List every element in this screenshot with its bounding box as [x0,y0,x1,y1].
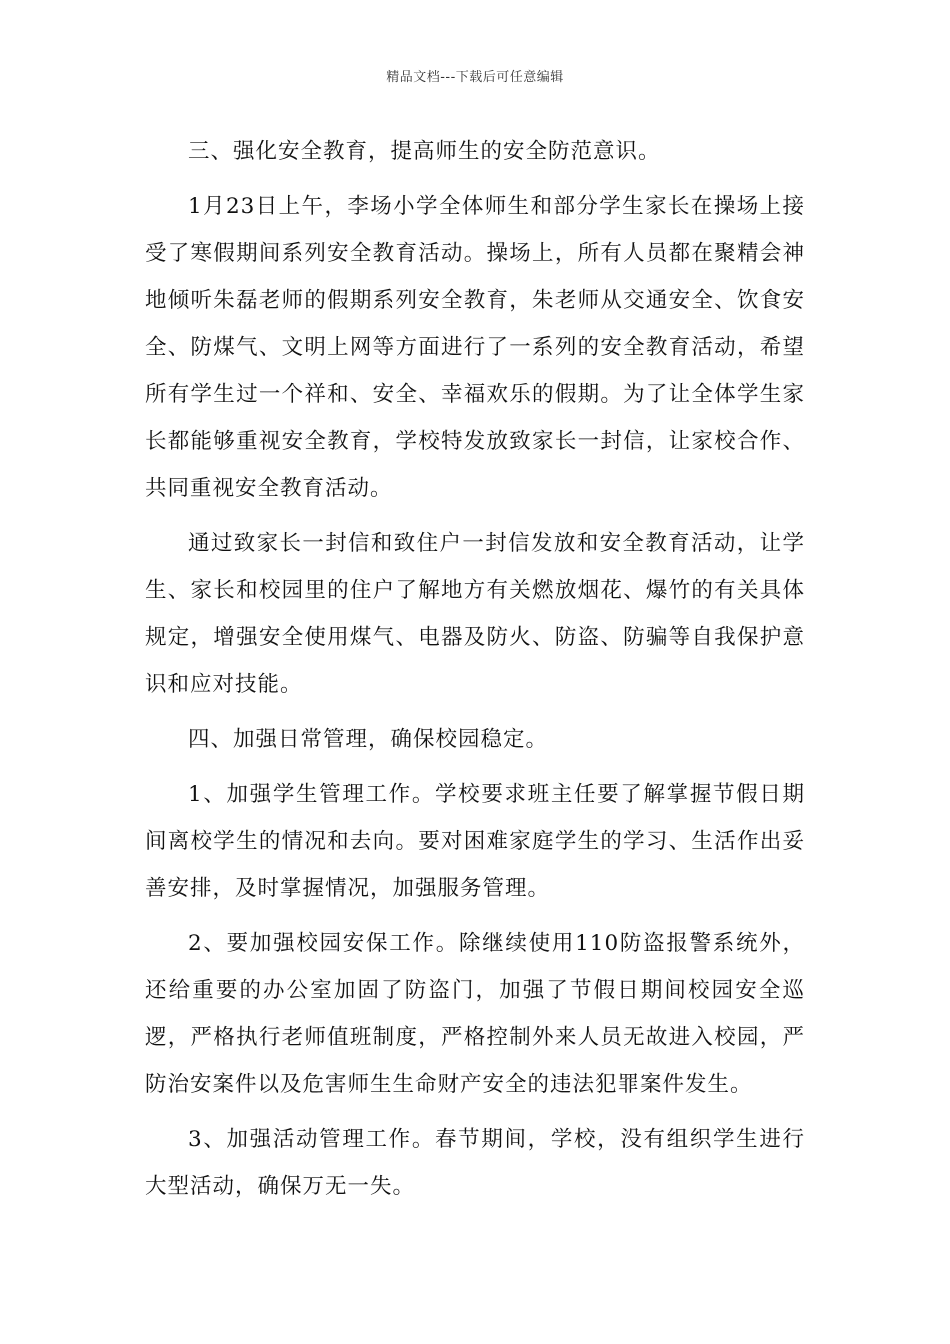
document-body [145,128,805,1210]
paragraph-safety-activity: 1月23日上午，李场小学全体师生和部分学生家长在操场上接受了寒假期间系列安全教育活动。操场上，所有人员都在聚精会神地倾听朱磊老师的假期系列安全教育，朱老师从交通安全、饮食安全、防煤气、文明上网等方面进行了一系列的安全教育活动，希望所有学生过一个祥和、安全、幸福欢乐的假期。为了让全体学生家长都能够重视安全教育，学校特发放致家长一封信，让家校合作、共同重视安全教育活动。 [145,194,805,501]
paragraph-activity-management: 3、加强活动管理工作。春节期间，学校，没有组织学生进行大型活动，确保万无一失。 [145,1127,805,1199]
section-heading-3: 三、强化安全教育，提高师生的安全防范意识。 [188,139,661,164]
section-heading-4: 四、加强日常管理，确保校园稳定。 [188,727,549,752]
paragraph-student-management: 1、加强学生管理工作。学校要求班主任要了解掌握节假日期间离校学生的情况和去向。要对困难家庭学生的学习、生活作出妥善安排，及时掌握情况，加强服务管理。 [145,782,805,901]
paragraph-campus-security: 2、要加强校园安保工作。除继续使用110防盗报警系统外，还给重要的办公室加固了防盗门，加强了节假日期间校园安全巡逻，严格执行老师值班制度，严格控制外来人员无故进入校园，严防治安案件以及危害师生生命财产安全的违法犯罪案件发生。 [145,931,805,1097]
page-header: 精品文档---下载后可任意编辑 [386,70,564,85]
paragraph-parent-letter: 通过致家长一封信和致住户一封信发放和安全教育活动，让学生、家长和校园里的住户了解地方有关燃放烟花、爆竹的有关具体规定，增强安全使用煤气、电器及防火、防盗、防骗等自我保护意识和应对技能。 [145,531,805,697]
